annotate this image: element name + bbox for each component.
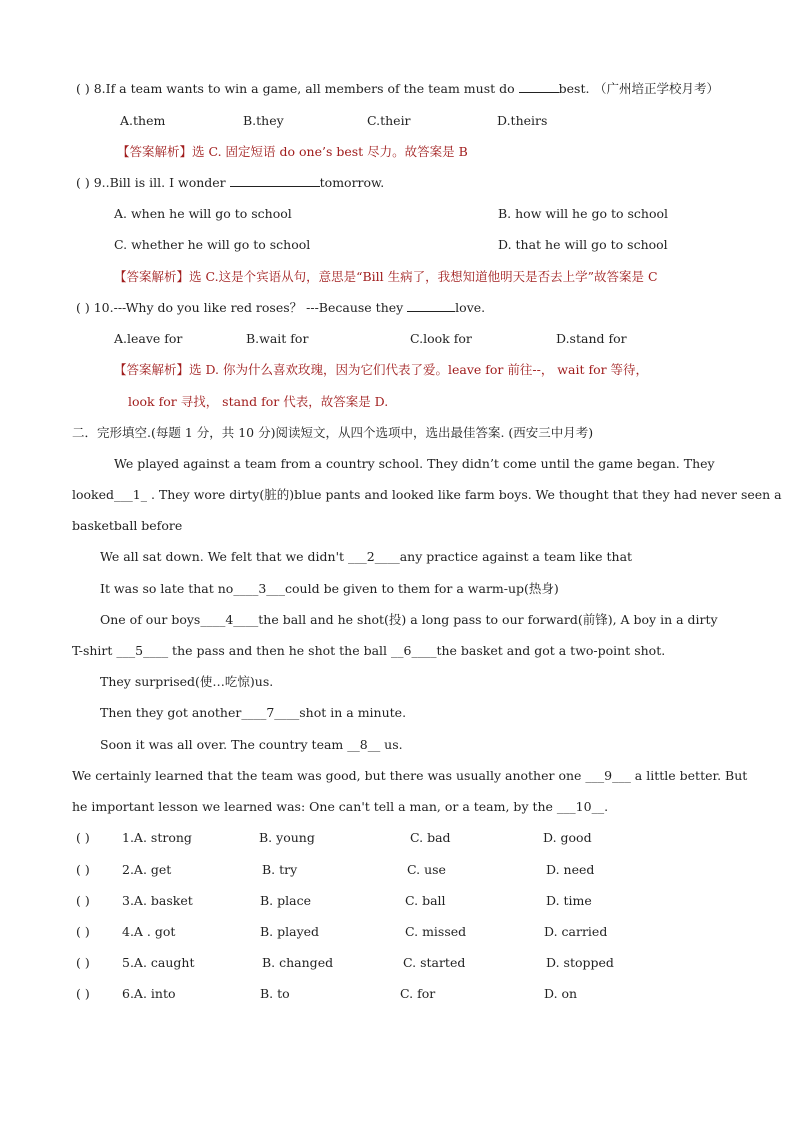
passage-p5: They surprised(使…吃惊)us. — [100, 674, 274, 689]
choice-row-paren: ( ) — [76, 924, 90, 939]
passage-p6: Then they got another____7____shot in a minute. — [100, 705, 407, 720]
q10-stem — [76, 299, 485, 317]
q9-option-c: C. whether he will go to school — [114, 237, 311, 252]
choice-row-paren: ( ) — [76, 862, 90, 877]
answer-paren: ( ) — [76, 81, 90, 96]
q8-stem-text-b: best. — [558, 81, 590, 96]
q10-option-b: B.wait for — [246, 331, 309, 346]
q9-stem-text-a: 9..Bill is ill. I wonder — [93, 175, 230, 190]
choice-option-a: 3.A. basket — [122, 893, 193, 908]
q10-stem-text-b: love. — [455, 300, 486, 315]
answer-blank — [230, 174, 320, 187]
choice-row-paren: ( ) — [76, 893, 90, 908]
passage-p8-line1: We certainly learned that the team was good, but there was usually another one ___9___ a little better. But — [72, 768, 748, 783]
choice-option-c: C. started — [403, 955, 466, 970]
q8-source: （广州培正学校月考） — [594, 81, 720, 96]
choice-option-d: D. on — [544, 986, 578, 1001]
q10-option-d: D.stand for — [556, 331, 627, 346]
q8-option-c: C.their — [367, 113, 411, 128]
choice-option-b: B. played — [260, 924, 320, 939]
answer-paren: ( ) — [76, 175, 90, 190]
choice-option-d: D. need — [546, 862, 595, 877]
q9-option-b: B. how will he go to school — [498, 206, 669, 221]
choice-option-b: B. young — [259, 830, 315, 845]
passage-p1-line3: basketball before — [72, 518, 183, 533]
passage-p1-line1: We played against a team from a country school. They didn’t come until the game began. They — [114, 456, 715, 471]
choice-option-c: C. ball — [405, 893, 446, 908]
q10-option-a: A.leave for — [114, 331, 183, 346]
q10-answer-explanation-line2: look for 寻找， stand for 代表，故答案是 D. — [128, 394, 389, 409]
q9-stem-text-b: tomorrow. — [319, 175, 385, 190]
q8-stem — [76, 80, 589, 98]
q10-option-c: C.look for — [410, 331, 472, 346]
answer-blank — [519, 80, 559, 93]
q9-answer-explanation: 【答案解析】选 C.这是个宾语从句，意思是“Bill 生病了，我想知道他明天是否去上学”故答案是 C — [114, 269, 658, 284]
choice-option-d: D. stopped — [546, 955, 614, 970]
q9-option-d: D. that he will go to school — [498, 237, 668, 252]
q10-answer-explanation-line1: 【答案解析】选 D. 你为什么喜欢玫瑰，因为它们代表了爱。leave for 前往--， wait for 等待， — [114, 362, 649, 377]
choice-option-a: 6.A. into — [122, 986, 176, 1001]
choice-option-b: B. try — [262, 862, 298, 877]
passage-p1-line2: looked___1_ . They wore dirty(脏的)blue pants and looked like farm boys. We thought that they had never seen a — [72, 487, 782, 502]
choice-option-a: 4.A . got — [122, 924, 176, 939]
answer-blank — [407, 299, 455, 312]
choice-option-b: B. place — [260, 893, 311, 908]
passage-p8-line2: he important lesson we learned was: One can't tell a man, or a team, by the ___10__. — [72, 799, 609, 814]
passage-p2: We all sat down. We felt that we didn't ___2____any practice against a team like that — [100, 549, 633, 564]
passage-p3: It was so late that no____3___could be given to them for a warm-up(热身) — [100, 581, 559, 596]
answer-paren: ( ) — [76, 300, 90, 315]
choice-option-a: 1.A. strong — [122, 830, 192, 845]
q8-option-d: D.theirs — [497, 113, 548, 128]
choice-option-a: 5.A. caught — [122, 955, 195, 970]
choice-option-a: 2.A. get — [122, 862, 172, 877]
section-heading: 二．完形填空.(每题 1 分，共 10 分)阅读短文，从四个选项中，选出最佳答案. (西安三中月考) — [72, 425, 594, 440]
q9-stem — [76, 174, 384, 192]
choice-row-paren: ( ) — [76, 986, 90, 1001]
q10-stem-text-a: 10.---Why do you like red roses？ ---Because they — [93, 300, 408, 315]
q8-answer-explanation: 【答案解析】选 C. 固定短语 do one’s best 尽力。故答案是 B — [117, 144, 468, 159]
choice-option-b: B. changed — [262, 955, 334, 970]
choice-option-c: C. for — [400, 986, 436, 1001]
q8-option-b: B.they — [243, 113, 284, 128]
choice-option-c: C. bad — [410, 830, 451, 845]
q8-stem-text-a: 8.If a team wants to win a game, all members of the team must do — [93, 81, 519, 96]
q8-option-a: A.them — [120, 113, 166, 128]
choice-option-c: C. missed — [405, 924, 467, 939]
choice-option-d: D. good — [543, 830, 592, 845]
passage-p4-line1: One of our boys____4____the ball and he shot(投) a long pass to our forward(前锋), A boy in a dirty — [100, 612, 718, 627]
choice-option-d: D. carried — [544, 924, 608, 939]
choice-row-paren: ( ) — [76, 830, 90, 845]
choice-option-b: B. to — [260, 986, 290, 1001]
choice-option-d: D. time — [546, 893, 592, 908]
q9-option-a: A. when he will go to school — [114, 206, 292, 221]
passage-p4-line2: T-shirt ___5____ the pass and then he shot the ball __6____the basket and got a two-point shot. — [72, 643, 666, 658]
choice-option-c: C. use — [407, 862, 446, 877]
choice-row-paren: ( ) — [76, 955, 90, 970]
passage-p7: Soon it was all over. The country team __8__ us. — [100, 737, 403, 752]
